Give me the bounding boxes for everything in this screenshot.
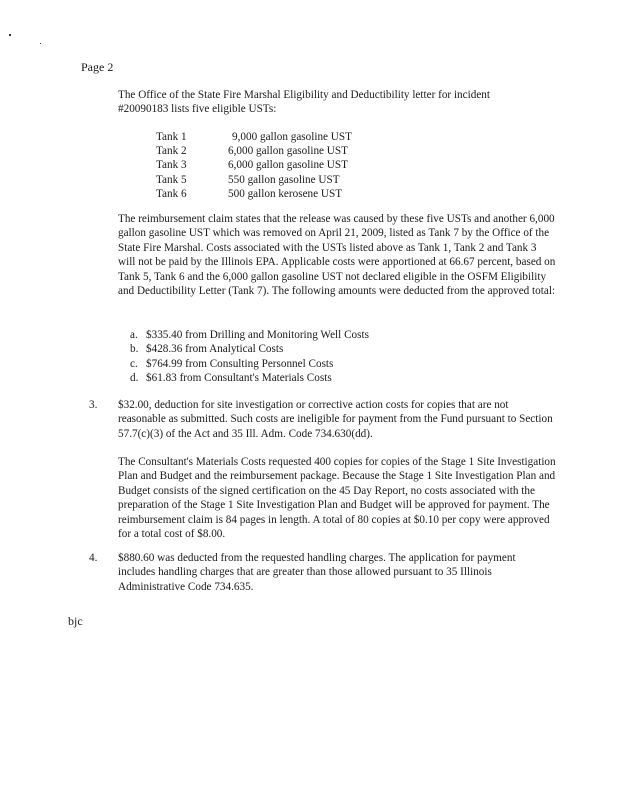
eligibility-intro-paragraph: The Office of the State Fire Marshal Eligibility and Deductibility letter for incident #20090183 lists five eligible USTs: — [118, 89, 490, 116]
tank-row — [156, 130, 352, 144]
deduction-item — [130, 328, 369, 342]
tank-name: Tank 3 — [156, 159, 187, 172]
author-initials: bjc — [68, 614, 83, 628]
tank-name: Tank 2 — [156, 145, 187, 158]
tank-description: 6,000 gallon gasoline UST — [228, 145, 348, 158]
deduction-letter: c. — [130, 357, 138, 370]
consultant-materials-paragraph: The Consultant's Materials Costs requested 400 copies for copies of the Stage 1 Site Investigation Plan and Budget and the reimbursement package. Because the Stage 1 Site Investigation Plan and Budget consists of the signed certification on the 45 Day Report, no costs associated with the preparation of the Stage 1 Site Investigation Plan and Budget will be approved for payment. The reimbursement claim is 84 pages in length. A total of 80 copies at $0.10 per copy were approved for a total cost of $8.00. — [118, 456, 556, 541]
reimbursement-claim-paragraph: The reimbursement claim states that the release was caused by these five USTs and another 6,000 gallon gasoline UST which was removed on April 21, 2009, listed as Tank 7 by the Office of the State Fire Marshal. Costs associated with the USTs listed above as Tank 1, Tank 2 and Tank 3 will not be paid by the Illinois EPA. Applicable costs were apportioned at 66.67 percent, based on Tank 5, Tank 6 and the 6,000 gallon gasoline UST not declared eligible in the OSFM Eligibility and Deductibility Letter (Tank 7). The following amounts were deducted from the approved total: — [118, 213, 556, 298]
tank-description: 6,000 gallon gasoline UST — [228, 159, 348, 172]
deduction-letter: d. — [130, 372, 139, 385]
deduction-item — [130, 357, 369, 371]
item-number: 3. — [89, 399, 98, 411]
tank-description: 550 gallon gasoline UST — [228, 173, 340, 186]
tank-row — [156, 144, 352, 158]
deduction-text: $61.83 from Consultant's Materials Costs — [146, 372, 332, 385]
tank-row — [156, 187, 352, 201]
item-3-copies-deduction — [89, 398, 554, 441]
deduction-item — [130, 371, 369, 385]
item-number: 4. — [89, 552, 98, 564]
tank-row — [156, 158, 352, 172]
item-text: $32.00, deduction for site investigation or corrective action costs for copies that are not reasonable as submitted. Such costs are ineligible for payment from the Fund pursuant to Section 57.7(c)(3) of the Act and 35 Ill. Adm. Code 734.630(dd). — [118, 399, 553, 440]
deduction-text: $335.40 from Drilling and Monitoring Well Costs — [146, 329, 369, 341]
deduction-letter: b. — [130, 343, 139, 356]
item-text: $880.60 was deducted from the requested handling charges. The application for payment includes handling charges that are greater than those allowed pursuant to 35 Illinois Administrative Code 734.635. — [118, 552, 516, 593]
tank-description: 500 gallon kerosene UST — [228, 187, 343, 200]
scan-speck — [9, 34, 11, 36]
tank-name: Tank 6 — [156, 187, 187, 200]
tank-name: Tank 1 — [156, 131, 187, 143]
scan-speck — [40, 43, 41, 44]
deduction-list — [130, 328, 369, 386]
tank-list — [156, 130, 352, 201]
deduction-letter: a. — [130, 329, 138, 341]
tank-row — [156, 173, 352, 187]
page-number-label: Page 2 — [81, 60, 114, 74]
tank-name: Tank 5 — [156, 173, 187, 186]
item-4-handling-charges — [89, 551, 554, 594]
deduction-text: $764.99 from Consulting Personnel Costs — [146, 357, 334, 370]
deduction-item — [130, 342, 369, 356]
deduction-text: $428.36 from Analytical Costs — [146, 343, 284, 356]
tank-description: 9,000 gallon gasoline UST — [232, 131, 352, 143]
